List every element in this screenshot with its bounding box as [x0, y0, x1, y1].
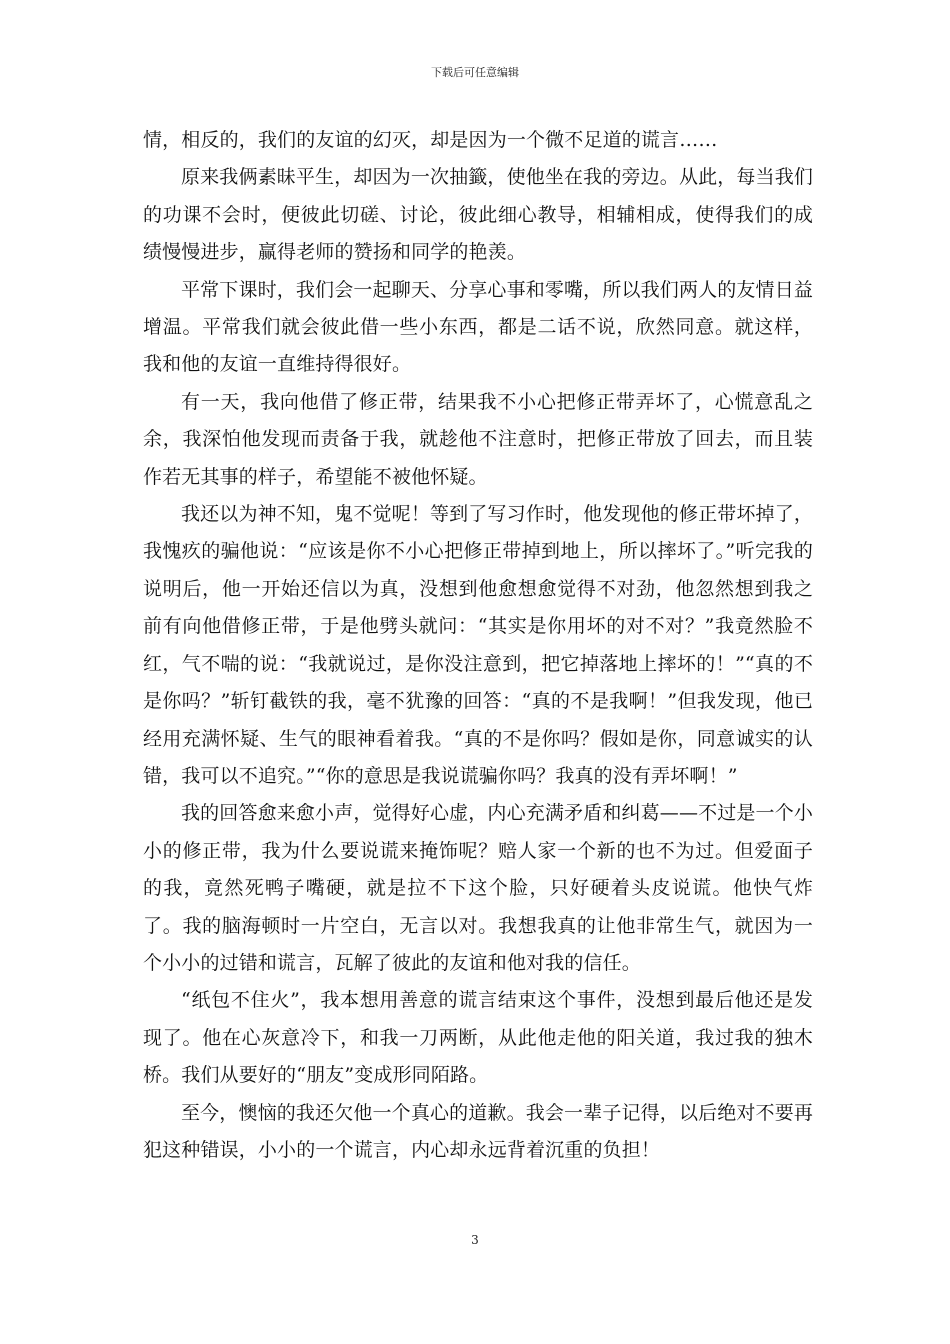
document-body [143, 122, 813, 1169]
paragraph-4: 有一天，我向他借了修正带，结果我不小心把修正带弄坏了，心慌意乱之余，我深怕他发现而责备于我，就趁他不注意时，把修正带放了回去，而且装作若无其事的样子，希望能不被他怀疑。 [143, 390, 813, 488]
paragraph-6: 我的回答愈来愈小声，觉得好心虚，内心充满矛盾和纠葛——不过是一个小小的修正带，我为什么要说谎来掩饰呢？赔人家一个新的也不为过。但爱面子的我，竟然死鸭子嘴硬，就是拉不下这个脸，只好硬着头皮说谎。他快气炸了。我的脑海顿时一片空白，无言以对。我想我真的让他非常生气，就因为一个小小的过错和谎言，瓦解了彼此的友谊和他对我的信任。 [143, 802, 813, 974]
paragraph-7: “纸包不住火”，我本想用善意的谎言结束这个事件，没想到最后他还是发现了。他在心灰意冷下，和我一刀两断，从此他走他的阳关道，我过我的独木桥。我们从要好的“朋友”变成形同陌路。 [143, 989, 813, 1087]
paragraph-8: 至今，懊恼的我还欠他一个真心的道歉。我会一辈子记得，以后绝对不要再犯这种错误，小小的一个谎言，内心却永远背着沉重的负担！ [143, 1101, 813, 1161]
page-number: 3 [471, 1233, 479, 1247]
page-header: 下载后可任意编辑 [431, 66, 519, 79]
paragraph-3: 平常下课时，我们会一起聊天、分享心事和零嘴，所以我们两人的友情日益增温。平常我们就会彼此借一些小东西，都是二话不说，欣然同意。就这样，我和他的友谊一直维持得很好。 [143, 278, 813, 376]
paragraph-2: 原来我俩素昧平生，却因为一次抽籤，使他坐在我的旁边。从此，每当我们的功课不会时，便彼此切磋、讨论，彼此细心教导，相辅相成，使得我们的成绩慢慢进步，赢得老师的赞扬和同学的艳羡。 [143, 166, 813, 264]
paragraph-5: 我还以为神不知，鬼不觉呢！等到了写习作时，他发现他的修正带坏掉了，我愧疚的骗他说：“应该是你不小心把修正带掉到地上，所以摔坏了。”听完我的说明后，他一开始还信以为真，没想到他愈想愈觉得不对劲，他忽然想到我之前有向他借修正带，于是他劈头就问：“其实是你用坏的对不对？”我竟然脸不红，气不喘的说：“我就说过，是你没注意到，把它掉落地上摔坏的！”“真的不是你吗？”斩钉截铁的我，毫不犹豫的回答：“真的不是我啊！”但我发现，他已经用充满怀疑、生气的眼神看着我。“真的不是你吗？假如是你，同意诚实的认错，我可以不追究。”“你的意思是我说谎骗你吗？我真的没有弄坏啊！” [143, 503, 813, 787]
paragraph-1: 情，相反的，我们的友谊的幻灭，却是因为一个微不足道的谎言…… [143, 129, 718, 151]
